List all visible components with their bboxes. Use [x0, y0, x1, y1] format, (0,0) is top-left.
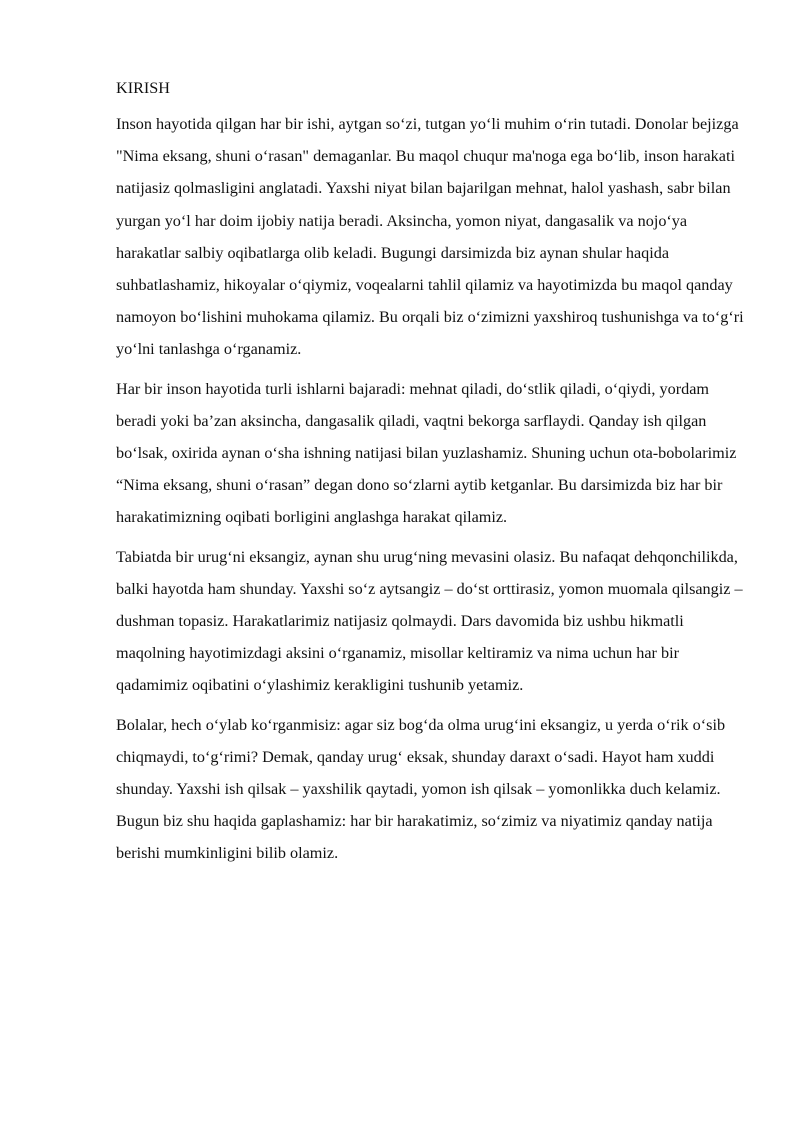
document-body [116, 72, 746, 877]
section-heading: KIRISH [116, 79, 170, 97]
paragraph-4: Bolalar, hech o‘ylab ko‘rganmisiz: agar siz bog‘da olma urug‘ini eksangiz, u yerda o‘rik o‘sib chiqmaydi, to‘g‘rimi? Demak, qanday urug‘ eksak, shunday daraxt o‘sadi. Hayot ham xuddi shunday. Yaxshi ish qilsak – yaxshilik qaytadi, yomon ish qilsak – yomonlikka duch kelamiz. Bugun biz shu haqida gaplashamiz: har bir harakatimiz, so‘zimiz va niyatimiz qanday natija berishi mumkinligini bilib olamiz. [116, 715, 726, 863]
paragraph-2: Har bir inson hayotida turli ishlarni bajaradi: mehnat qiladi, do‘stlik qiladi, o‘qiydi, yordam beradi yoki ba’zan aksincha, dangasalik qiladi, vaqtni bekorga sarflaydi. Qanday ish qilgan bo‘lsak, oxirida aynan o‘sha ishning natijasi bilan yuzlashamiz. Shuning uchun ota-bobolarimiz “Nima eksang, shuni o‘rasan” degan dono so‘zlarni aytib ketganlar. Bu darsimizda biz har bir harakatimizning oqibati borligini anglashga harakat qilamiz. [116, 379, 737, 527]
paragraph-1: Inson hayotida qilgan har bir ishi, aytgan so‘zi, tutgan yo‘li muhim o‘rin tutadi. Donolar bejizga "Nima eksang, shuni o‘rasan" demaganlar. Bu maqol chuqur ma'noga ega bo‘lib, inson harakati natijasiz qolmasligini anglatadi. Yaxshi niyat bilan bajarilgan mehnat, halol yashash, sabr bilan yurgan yo‘l har doim ijobiy natija beradi. Aksincha, yomon niyat, dangasalik va nojo‘ya harakatlar salbiy oqibatlarga olib keladi. Bugungi darsimizda biz aynan shular haqida suhbatlashamiz, hikoyalar o‘qiymiz, voqealarni tahlil qilamiz va hayotimizda bu maqol qanday namoyon bo‘lishini muhokama qilamiz. Bu orqali biz o‘zimizni yaxshiroq tushunishga va to‘g‘ri yo‘lni tanlashga o‘rganamiz. [116, 115, 744, 359]
paragraph-3: Tabiatda bir urug‘ni eksangiz, aynan shu urug‘ning mevasini olasiz. Bu nafaqat dehqonchilikda, balki hayotda ham shunday. Yaxshi so‘z aytsangiz – do‘st orttirasiz, yomon muomala qilsangiz – dushman topasiz. Harakatlarimiz natijasiz qolmaydi. Dars davomida biz ushbu hikmatli maqolning hayotimizdagi aksini o‘rganamiz, misollar keltiramiz va nima uchun har bir qadamimiz oqibatini o‘ylashimiz kerakligini tushunib yetamiz. [116, 547, 743, 695]
